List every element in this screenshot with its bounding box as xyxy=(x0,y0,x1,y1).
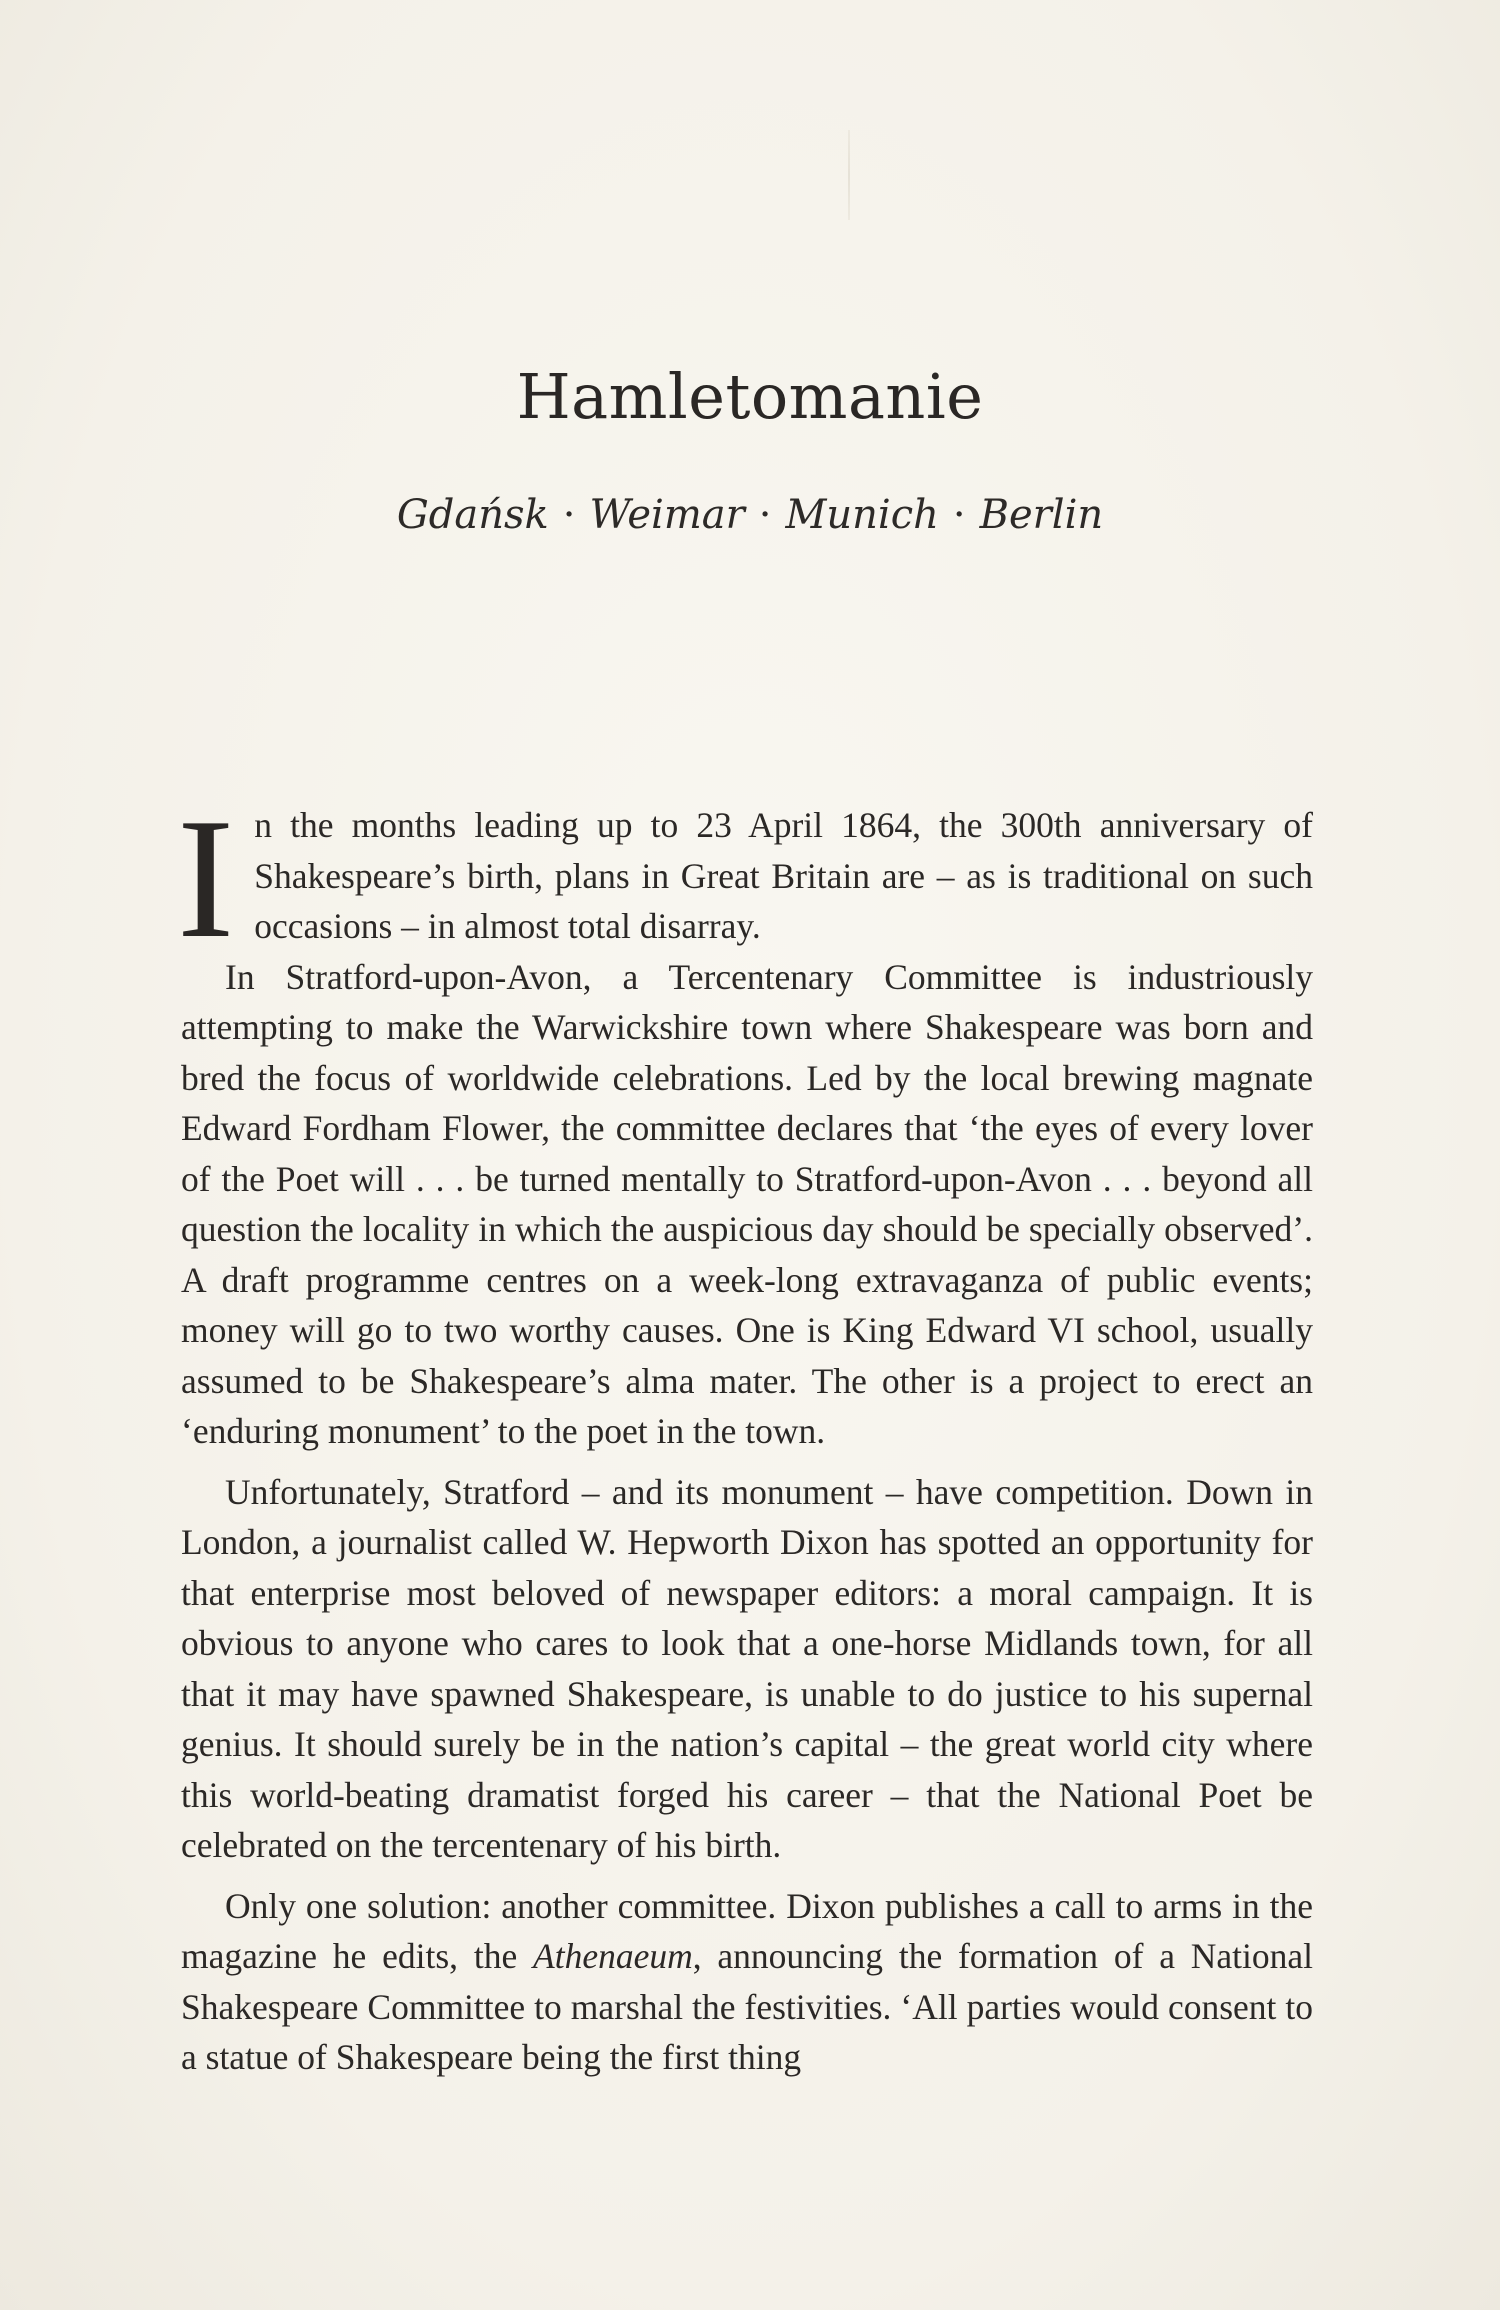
paragraph-2: In Stratford-upon-Avon, a Tercentenary Committee is industriously attempting to make the Warwickshire town where Shakespeare was born and bred the focus of worldwide celebrations. Led by the local brewing magnate Edward Fordham Flower, the committee declares that ‘the eyes of every lover of the Poet will . . . be turned mentally to Stratford-upon-Avon . . . beyond all question the locality in which the auspicious day should be specially observed’. A draft programme centres on a week-long extravaganza of public events; money will go to two worthy causes. One is King Edward VI school, usually assumed to be Shakespeare’s alma mater. The other is a project to erect an ‘enduring monument’ to the poet in the town. xyxy=(181,956,1313,1451)
paragraph-3: Unfortunately, Stratford – and its monument – have competition. Down in London, a journalist called W. Hepworth Dixon has spotted an opportunity for that enterprise most beloved of newspaper editors: a moral campaign. It is obvious to anyone who cares to look that a one-horse Midlands town, for all that it may have spawned Shakespeare, is unable to do justice to his supernal genius. It should surely be in the nation’s capital – the great world city where this world-beating dramatist forged his career – that the National Poet be celebrated on the tercentenary of his birth. xyxy=(181,1471,1313,1865)
paragraph-1 xyxy=(177,784,1313,974)
location-separator: · xyxy=(562,492,576,538)
drop-cap: I xyxy=(177,784,235,974)
chapter-title: Hamletomanie xyxy=(516,360,984,433)
paragraph-4-text-b: , announcing the formation of a National Shakespeare Committee to marshal the festivities. ‘All parties would consent to a statue of Shakespeare being the first thing xyxy=(181,1936,1313,2077)
paragraph-4 xyxy=(181,1881,1313,2083)
magazine-title: Athenaeum xyxy=(533,1936,693,1976)
paragraph-1-text: n the months leading up to 23 April 1864, the 300th anniversary of Shakespeare’s birth, plans in Great Britain are – as is traditional on such occasions – in almost total disarray. xyxy=(254,805,1313,946)
chapter-locations xyxy=(0,492,1500,538)
location-gdansk: Gdańsk xyxy=(396,492,549,538)
paper-mark xyxy=(848,130,850,220)
location-berlin: Berlin xyxy=(979,492,1104,538)
location-munich: Munich xyxy=(785,492,939,538)
location-weimar: Weimar xyxy=(589,492,745,538)
paragraph-4-text-a: Only one solution: another committee. Dixon publishes a call to arms in the magazine he edits, the xyxy=(181,1885,1313,1976)
location-separator: · xyxy=(758,492,772,538)
chapter-body xyxy=(177,784,1313,2083)
location-separator: · xyxy=(952,492,966,538)
